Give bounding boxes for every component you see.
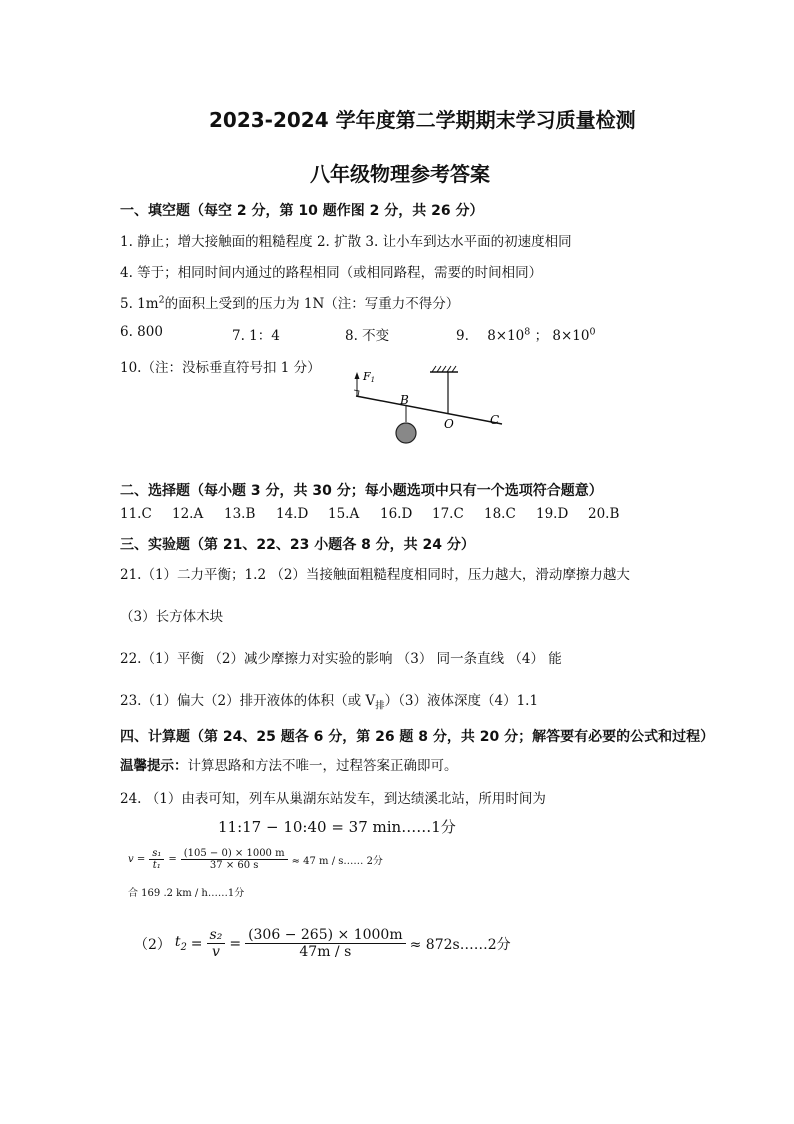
page-subtitle: 八年级物理参考答案: [310, 162, 490, 186]
speed-fraction-1: [149, 848, 164, 871]
answer-line-4: 4. 等于；相同时间内通过的路程相同（或相同路程，需要的时间相同）: [120, 265, 543, 281]
t2-symbol: $t_2$: [174, 934, 187, 953]
hanging-ball: [396, 423, 416, 443]
speed-kmh: 合 169 .2 km / h……1分: [128, 888, 245, 899]
speed-lhs: v =: [128, 854, 146, 865]
mc-answer: 11.C: [120, 506, 152, 522]
time-equation: 11:17 − 10:40 = 37 min……1分: [218, 818, 456, 836]
speed-result: ≈ 47 m / s…… 2分: [291, 856, 383, 867]
answer-9-first-exp: 8: [524, 326, 531, 338]
speed-fraction-2: [181, 848, 288, 871]
tip-text: 计算思路和方法不唯一，过程答案正确即可。: [187, 758, 458, 774]
mc-answer: 13.B: [224, 506, 256, 522]
speed-equals: =: [168, 854, 177, 865]
tip-label: 温馨提示：: [120, 758, 188, 774]
t2-frac1-numerator: s₂: [207, 927, 226, 944]
t2-frac1-denominator: v: [211, 944, 220, 960]
answer-23-suffix: ）（3）液体深度（4）1.1: [384, 693, 539, 709]
speed-frac1-denominator: t₁: [152, 860, 161, 871]
section-3-heading: 三、实验题（第 21、22、23 小题各 8 分，共 24 分）: [120, 537, 475, 553]
answer-9-label: 9.: [456, 328, 469, 344]
answer-9-second: 8×10: [552, 328, 590, 344]
speed-frac1-numerator: s₁: [149, 848, 164, 860]
page-title: 2023-2024 学年度第二学期期末学习质量检测: [209, 108, 636, 132]
answer-10-note: 10.（注：没标垂直符号扣 1 分）: [120, 360, 321, 376]
answer-21-part1: 21.（1）二力平衡；1.2 （2）当接触面粗糙程度相同时，压力越大，滑动摩擦力越大: [120, 567, 630, 583]
answer-23-prefix: 23.（1）偏大（2）排开液体的体积（或 V: [120, 693, 376, 709]
mc-answer: 12.A: [172, 506, 204, 522]
lever-diagram: [340, 362, 520, 452]
point-b-label: B: [400, 393, 409, 407]
ceiling-hatch: [432, 366, 456, 372]
answer-line-5: [120, 292, 459, 312]
t2-fraction-1: [207, 927, 226, 960]
answer-21-part3: （3）长方体木块: [120, 609, 224, 625]
section-4-heading: 四、计算题（第 24、25 题各 6 分，第 26 题 8 分，共 20 分；解答要有必要的公式和过程）: [120, 729, 715, 745]
answer-7: 7. 1：4: [232, 328, 280, 344]
mc-answer: 15.A: [328, 506, 360, 522]
answer-line-1-3: 1. 静止；增大接触面的粗糙程度 2. 扩散 3. 让小车到达水平面的初速度相同: [120, 234, 572, 250]
section-1-heading: 一、填空题（每空 2 分，第 10 题作图 2 分，共 26 分）: [120, 203, 484, 219]
answer-24-part2-label: （2）: [134, 936, 171, 953]
t2-frac2-denominator: 47m / s: [299, 944, 352, 960]
answer-9: [456, 324, 596, 344]
force-arrowhead-icon: [355, 372, 360, 379]
answer-6: 6. 800: [120, 324, 163, 340]
mc-answer: 18.C: [484, 506, 516, 522]
calculation-tip: [120, 754, 458, 774]
point-o-label: O: [444, 417, 454, 431]
force-label: F1: [363, 370, 376, 384]
mc-answer: 17.C: [432, 506, 464, 522]
answer-22: 22.（1）平衡 （2）减少摩擦力对实验的影响 （3） 同一条直线 （4） 能: [120, 651, 562, 667]
mc-answer: 16.D: [380, 506, 413, 522]
time-t2-equation: （2） $t_2$ = $\frac{\text{s₂}}{v}$ = $\frac{(306 - 265) \times 1000m}{47m / s}$ ≈ 872s……2分: [134, 927, 511, 960]
t2-fraction-2: [245, 927, 406, 960]
answer-24-intro: 24. （1）由表可知，列车从巢湖东站发车，到达绩溪北站，所用时间为: [120, 791, 546, 807]
answer-9-first: 8×10: [487, 328, 525, 344]
point-c-label: C: [490, 413, 500, 427]
mc-answer: 20.B: [588, 506, 620, 522]
speed-frac2-denominator: 37 × 60 s: [209, 860, 259, 871]
section-2-heading: 二、选择题（每小题 3 分，共 30 分；每小题选项中只有一个选项符合题意）: [120, 483, 603, 499]
t2-frac2-numerator: (306 − 265) × 1000m: [245, 927, 406, 944]
answer-9-second-exp: 0: [589, 326, 596, 338]
answer-5-prefix: 5. 1m: [120, 296, 159, 312]
mc-answer: 19.D: [536, 506, 569, 522]
speed-equation: [128, 848, 383, 871]
answer-23: [120, 689, 538, 712]
answer-23-subscript: 排: [375, 700, 385, 712]
answer-5-text: 的面积上受到的压力为 1N（注：写重力不得分）: [164, 296, 460, 312]
answer-5-exponent: 2: [158, 294, 165, 306]
lever-bar: [356, 396, 502, 424]
answer-8: 8. 不变: [345, 328, 390, 344]
answer-9-separator: ；: [534, 328, 549, 344]
mc-answers-row: [120, 506, 628, 522]
speed-frac2-numerator: (105 − 0) × 1000 m: [181, 848, 288, 860]
mc-answer: 14.D: [276, 506, 309, 522]
t2-result: ≈ 872s……2分: [409, 936, 511, 953]
